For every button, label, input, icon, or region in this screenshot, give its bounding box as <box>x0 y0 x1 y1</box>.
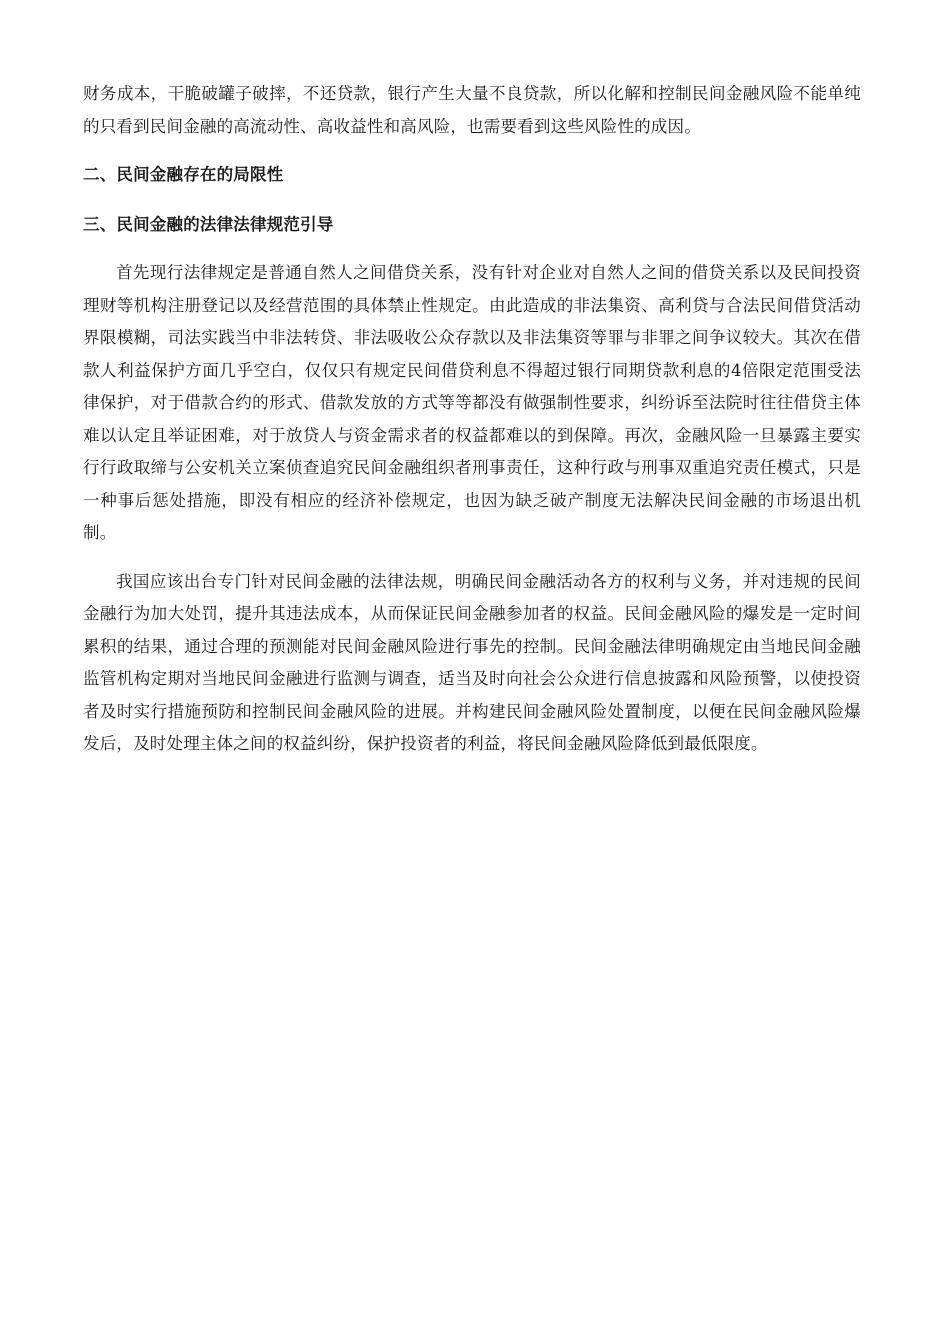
section-heading-2: 二、民间金融存在的局限性 <box>83 165 284 184</box>
body-paragraph-2: 我国应该出台专门针对民间金融的法律法规，明确民间金融活动各方的权利与义务，并对违规的民间金融行为加大处罚，提升其违法成本，从而保证民间金融参加者的权益。民间金融风险的爆发是一定时间累积的结果，通过合理的预测能对民间金融风险进行事先的控制。民间金融法律明确规定由当地民间金融监管机构定期对当地民间金融进行监测与调查，适当及时向社会公众进行信息披露和风险预警，以使投资者及时实行措施预防和控制民间金融风险的进展。并构建民间金融风险处置制度，以便在民间金融风险爆发后，及时处理主体之间的权益纠纷，保护投资者的利益，将民间金融风险降低到最低限度。 <box>83 571 861 753</box>
document-page <box>83 78 861 761</box>
section-heading-3: 三、民间金融的法律法律规范引导 <box>83 215 334 234</box>
continued-paragraph: 财务成本，干脆破罐子破摔，不还贷款，银行产生大量不良贷款，所以化解和控制民间金融风险不能单纯的只看到民间金融的高流动性、高收益性和高风险，也需要看到这些风险性的成因。 <box>83 84 861 136</box>
body-paragraph-1: 首先现行法律规定是普通自然人之间借贷关系，没有针对企业对自然人之间的借贷关系以及民间投资理财等机构注册登记以及经营范围的具体禁止性规定。由此造成的非法集资、高利贷与合法民间借贷活动界限模糊，司法实践当中非法转贷、非法吸收公众存款以及非法集资等罪与非罪之间争议较大。其次在借款人利益保护方面几乎空白，仅仅只有规定民间借贷利息不得超过银行同期贷款利息的4倍限定范围受法律保护，对于借款合约的形式、借款发放的方式等等都没有做强制性要求，纠纷诉至法院时往往借贷主体难以认定且举证困难，对于放贷人与资金需求者的权益都难以的到保障。再次，金融风险一旦暴露主要实行行政取缔与公安机关立案侦查追究民间金融组织者刑事责任，这种行政与刑事双重追究责任模式，只是一种事后惩处措施，即没有相应的经济补偿规定，也因为缺乏破产制度无法解决民间金融的市场退出机制。 <box>83 263 861 542</box>
